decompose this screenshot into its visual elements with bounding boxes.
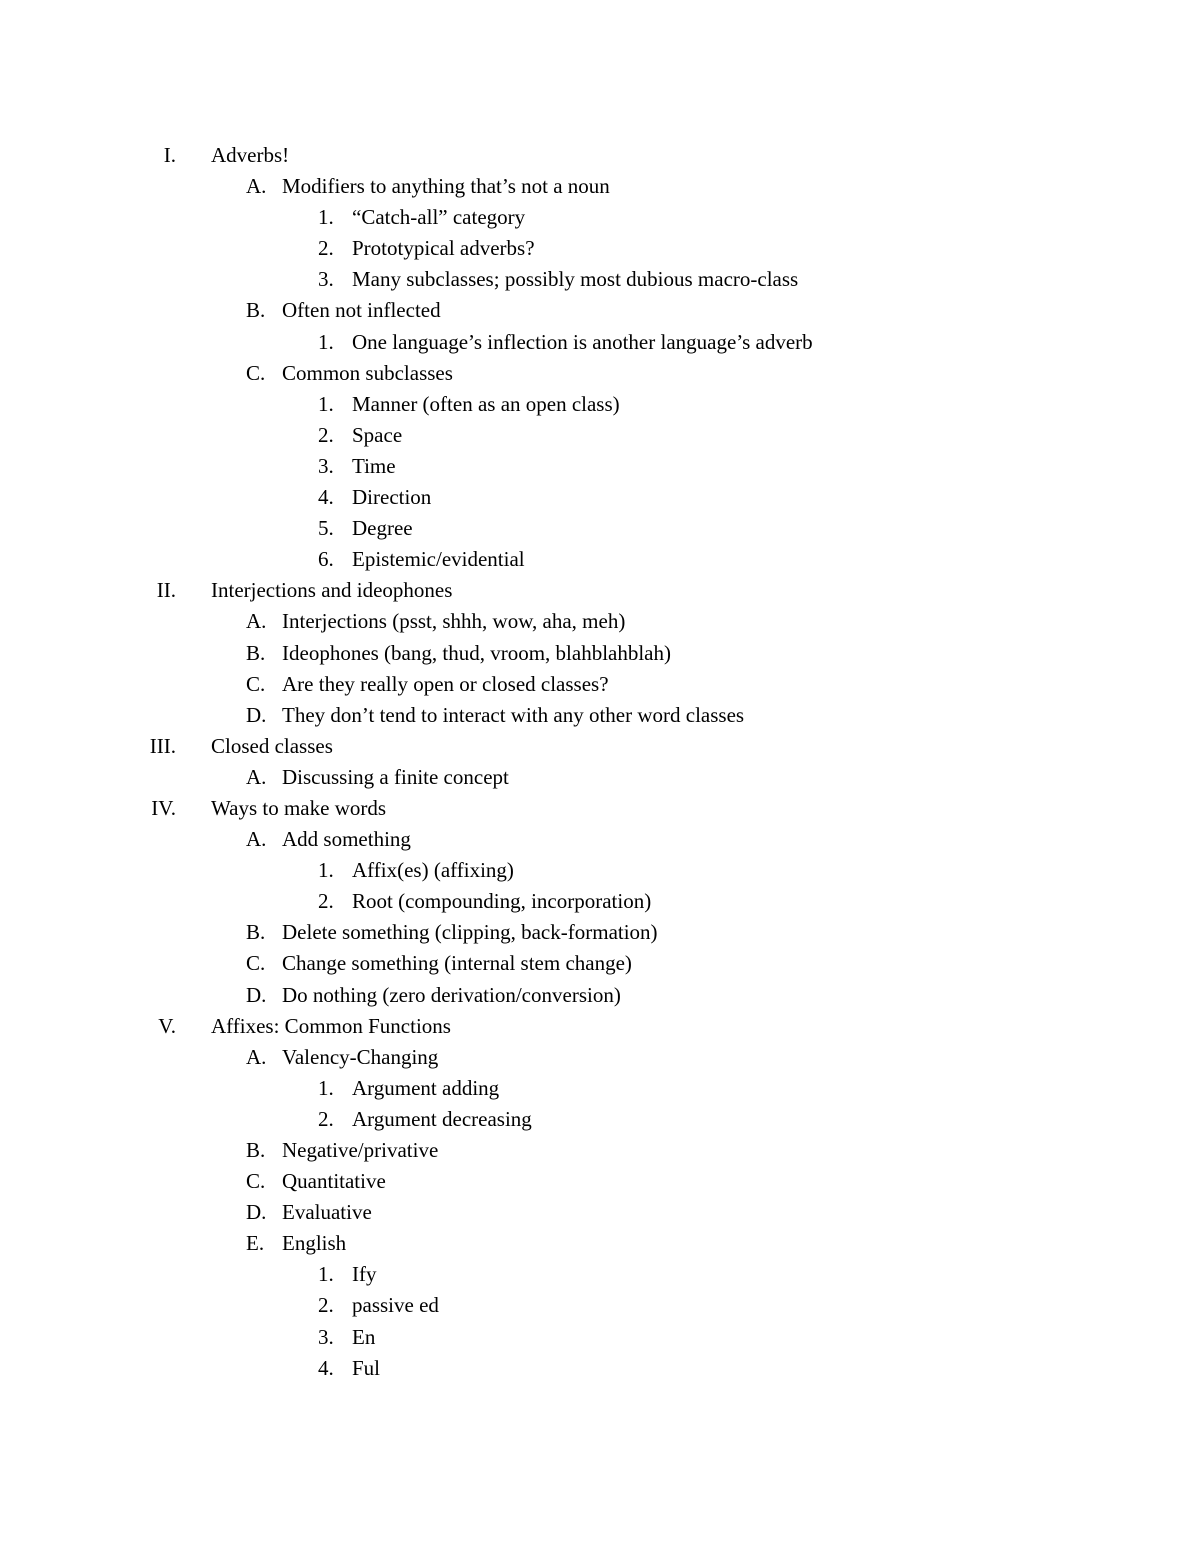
outline-marker: B. xyxy=(246,920,266,945)
outline-text: Ways to make words xyxy=(211,795,387,820)
outline-text: Valency-Changing xyxy=(282,1044,439,1069)
outline-item-level-2 xyxy=(0,638,1200,669)
outline-text: Common subclasses xyxy=(282,360,453,385)
outline-text: Direction xyxy=(352,485,432,510)
outline-marker: III. xyxy=(149,733,176,758)
outline-marker: 3. xyxy=(318,453,334,478)
outline-text: Add something xyxy=(282,827,411,852)
outline-marker: A. xyxy=(246,1044,267,1069)
outline-marker: 2. xyxy=(318,236,334,261)
outline-marker: 2. xyxy=(318,1293,334,1318)
outline-text: Are they really open or closed classes? xyxy=(282,671,609,696)
outline-text: Time xyxy=(352,453,396,478)
outline-marker: A. xyxy=(246,827,267,852)
outline-item-level-3 xyxy=(0,482,1200,513)
outline-text: Modifiers to anything that’s not a noun xyxy=(282,174,610,199)
outline-marker: 6. xyxy=(318,547,334,572)
outline-item-level-2 xyxy=(0,1197,1200,1228)
outline-marker: B. xyxy=(246,298,266,323)
outline-text: Closed classes xyxy=(211,733,333,758)
outline-marker: 1. xyxy=(318,1075,334,1100)
outline-text: Evaluative xyxy=(282,1200,372,1225)
outline-text: Negative/privative xyxy=(282,1138,439,1162)
outline-item-level-2 xyxy=(0,1042,1200,1073)
outline-text: They don’t tend to interact with any other word classes xyxy=(282,702,745,727)
outline-item-level-2 xyxy=(0,1228,1200,1259)
outline-marker: C. xyxy=(246,951,266,976)
document-outline xyxy=(0,140,1200,1384)
outline-item-level-3 xyxy=(0,264,1200,295)
outline-marker: B. xyxy=(246,640,266,665)
outline-text: Interjections and ideophones xyxy=(211,578,453,603)
outline-item-level-3 xyxy=(0,1353,1200,1384)
outline-item-level-2 xyxy=(0,980,1200,1011)
outline-item-level-3 xyxy=(0,1104,1200,1135)
outline-item-level-2 xyxy=(0,669,1200,700)
outline-marker: 1. xyxy=(318,205,334,230)
outline-item-level-2 xyxy=(0,171,1200,202)
outline-marker: 1. xyxy=(318,858,334,883)
outline-item-level-1 xyxy=(0,1011,1200,1042)
outline-item-level-3 xyxy=(0,1259,1200,1290)
outline-text: En xyxy=(352,1324,376,1349)
outline-marker: 3. xyxy=(318,267,334,292)
outline-item-level-1 xyxy=(0,140,1200,171)
outline-text: Ideophones (bang, thud, vroom, blahblahblah) xyxy=(282,640,671,665)
outline-item-level-3 xyxy=(0,1322,1200,1353)
outline-item-level-3 xyxy=(0,544,1200,575)
outline-item-level-3 xyxy=(0,327,1200,358)
outline-text: Often not inflected xyxy=(282,298,441,323)
outline-marker: 5. xyxy=(318,516,334,541)
outline-text: Delete something (clipping, back-formation) xyxy=(282,920,658,945)
outline-text: Ify xyxy=(352,1262,377,1287)
outline-item-level-2 xyxy=(0,295,1200,326)
outline-text: Affixes: Common Functions xyxy=(211,1013,451,1038)
outline-item-level-3 xyxy=(0,1073,1200,1104)
outline-item-level-2 xyxy=(0,948,1200,979)
outline-item-level-3 xyxy=(0,886,1200,917)
outline-item-level-2 xyxy=(0,1166,1200,1197)
outline-text: Argument decreasing xyxy=(352,1106,532,1131)
outline-text: Discussing a finite concept xyxy=(282,764,509,789)
outline-marker: C. xyxy=(246,1169,266,1194)
outline-marker: D. xyxy=(246,1200,267,1225)
outline-text: Epistemic/evidential xyxy=(352,547,525,572)
outline-marker: 2. xyxy=(318,422,334,447)
outline-text: Do nothing (zero derivation/conversion) xyxy=(282,982,621,1007)
outline-marker: 1. xyxy=(318,1262,334,1287)
outline-item-level-1 xyxy=(0,793,1200,824)
outline-text: Degree xyxy=(352,516,413,541)
outline-marker: C. xyxy=(246,671,266,696)
outline-marker: IV. xyxy=(151,795,176,820)
outline-text: Affix(es) (affixing) xyxy=(352,858,514,883)
outline-item-level-2 xyxy=(0,606,1200,637)
outline-item-level-2 xyxy=(0,1135,1200,1166)
outline-text: “Catch-all” category xyxy=(352,205,526,230)
outline-text: passive ed xyxy=(352,1293,439,1318)
outline-text: Change something (internal stem change) xyxy=(282,951,632,976)
outline-marker: 4. xyxy=(318,1355,334,1380)
outline-marker: V. xyxy=(158,1013,176,1038)
outline-text: Argument adding xyxy=(352,1075,500,1100)
outline-item-level-3 xyxy=(0,389,1200,420)
outline-text: Quantitative xyxy=(282,1169,386,1194)
outline-marker: 1. xyxy=(318,391,334,416)
outline-marker: I. xyxy=(163,143,176,167)
outline-text: English xyxy=(282,1231,347,1256)
outline-marker: 1. xyxy=(318,329,334,354)
outline-text: Space xyxy=(352,422,403,447)
outline-text: Root (compounding, incorporation) xyxy=(352,889,652,914)
outline-text: Adverbs! xyxy=(211,143,290,167)
outline-item-level-1 xyxy=(0,731,1200,762)
outline-item-level-3 xyxy=(0,513,1200,544)
outline-text: Manner (often as an open class) xyxy=(352,391,620,416)
outline-marker: A. xyxy=(246,174,267,199)
outline-item-level-3 xyxy=(0,451,1200,482)
outline-marker: 2. xyxy=(318,889,334,914)
outline-item-level-1 xyxy=(0,575,1200,606)
outline-marker: A. xyxy=(246,609,267,634)
outline-item-level-2 xyxy=(0,358,1200,389)
outline-text: Ful xyxy=(352,1355,381,1380)
outline-item-level-3 xyxy=(0,855,1200,886)
outline-item-level-3 xyxy=(0,233,1200,264)
outline-marker: D. xyxy=(246,702,267,727)
outline-marker: E. xyxy=(246,1231,265,1256)
outline-item-level-2 xyxy=(0,762,1200,793)
outline-item-level-3 xyxy=(0,202,1200,233)
outline-marker: D. xyxy=(246,982,267,1007)
outline-marker: B. xyxy=(246,1138,266,1162)
outline-item-level-3 xyxy=(0,420,1200,451)
outline-text: Many subclasses; possibly most dubious macro-class xyxy=(352,267,799,292)
outline-marker: C. xyxy=(246,360,266,385)
outline-marker: A. xyxy=(246,764,267,789)
outline-item-level-2 xyxy=(0,917,1200,948)
outline-text: Prototypical adverbs? xyxy=(352,236,535,261)
outline-marker: 2. xyxy=(318,1106,334,1131)
outline-marker: 4. xyxy=(318,485,334,510)
outline-item-level-2 xyxy=(0,700,1200,731)
outline-marker: II. xyxy=(156,578,176,603)
outline-item-level-3 xyxy=(0,1290,1200,1321)
outline-marker: 3. xyxy=(318,1324,334,1349)
outline-text: One language’s inflection is another language’s adverb xyxy=(352,329,813,354)
outline-text: Interjections (psst, shhh, wow, aha, meh) xyxy=(282,609,626,634)
outline-item-level-2 xyxy=(0,824,1200,855)
